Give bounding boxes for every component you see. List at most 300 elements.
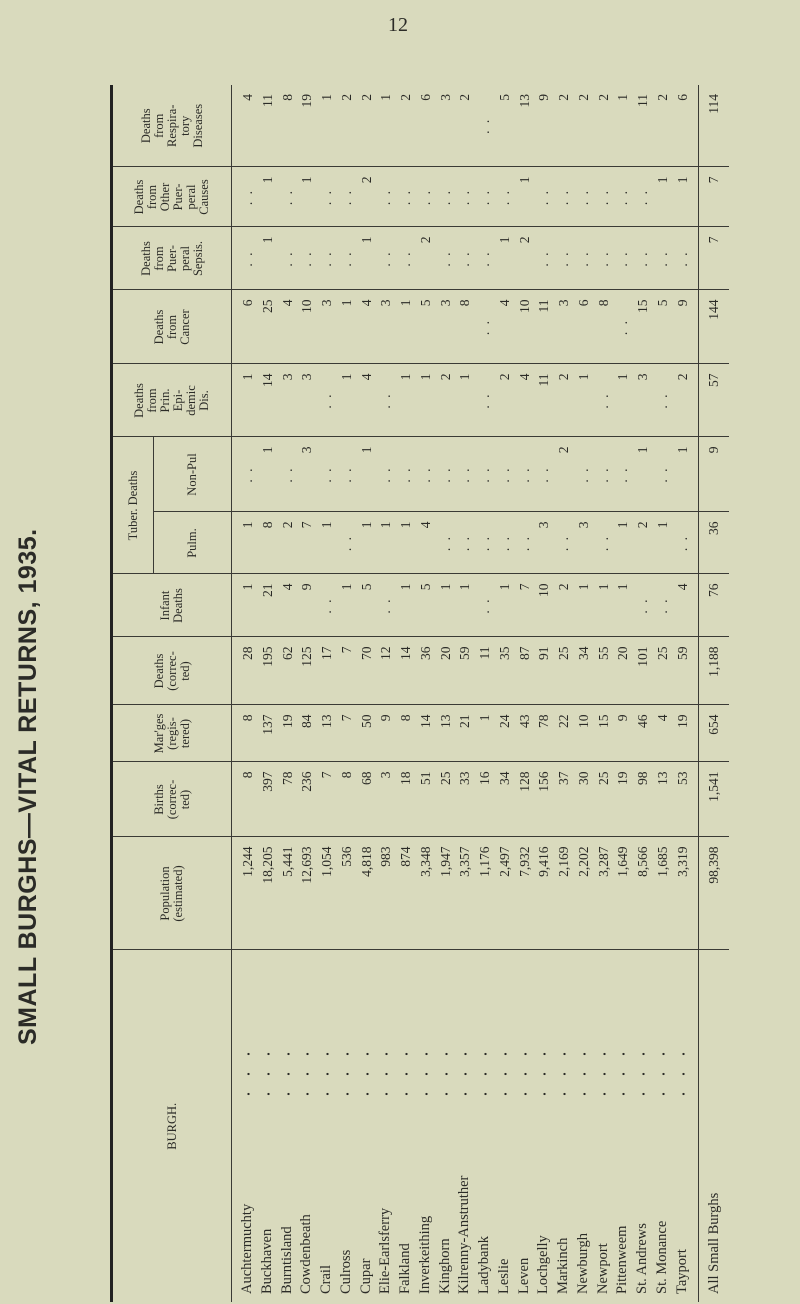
cell-tuber_non_pul: . . (515, 437, 535, 512)
cell-prin_epidemic: 1 (613, 364, 633, 437)
cell-tuber_pulm: 1 (613, 512, 633, 574)
cell-tuber_non_pul: 1 (633, 437, 653, 512)
cell-cancer: 8 (594, 290, 614, 364)
cell-prin_epidemic: . . (376, 364, 396, 437)
table-row (515, 85, 535, 1302)
cell-tuber_pulm: . . (475, 512, 495, 574)
cell-puerperal_sepsis: 1 (495, 227, 515, 290)
cell-prin_epidemic: 57 (699, 364, 730, 437)
header-tuber-group: Tuber. Deaths (112, 437, 154, 574)
cell-cancer: 9 (673, 290, 693, 364)
cell-cancer: 11 (534, 290, 554, 364)
cell-deaths: 28 (238, 637, 258, 705)
cell-deaths: 1,188 (699, 637, 730, 705)
cell-other_puerperal: . . (534, 167, 554, 227)
dot-leader (563, 1044, 566, 1104)
cell-puerperal_sepsis: . . (475, 227, 495, 290)
cell-population: 9,416 (534, 837, 554, 950)
cell-cancer: 6 (238, 290, 258, 364)
cell-tuber_pulm: . . (673, 512, 693, 574)
burgh-name (337, 950, 357, 1302)
header-other_puerperal: Deaths from Other Puer- peral Causes (112, 167, 232, 227)
cell-births: 37 (554, 762, 574, 837)
cell-tuber_pulm: . . (455, 512, 475, 574)
cell-puerperal_sepsis: . . (455, 227, 475, 290)
cell-births: 98 (633, 762, 653, 837)
cell-respiratory: 8 (278, 85, 298, 167)
table-row (475, 85, 495, 1302)
cell-tuber_pulm: 7 (297, 512, 317, 574)
cell-respiratory: 2 (594, 85, 614, 167)
cell-births: 128 (515, 762, 535, 837)
header-tuber_non_pul: Non-Pul (154, 437, 232, 512)
cell-infant_deaths: 1 (455, 574, 475, 637)
cell-puerperal_sepsis: . . (633, 227, 653, 290)
cell-marriages: 43 (515, 705, 535, 762)
cell-puerperal_sepsis: 1 (258, 227, 278, 290)
cell-deaths: 59 (673, 637, 693, 705)
cell-deaths: 20 (613, 637, 633, 705)
cell-cancer: 6 (574, 290, 594, 364)
cell-population: 8,566 (633, 837, 653, 950)
cell-deaths: 14 (396, 637, 416, 705)
cell-infant_deaths: . . (653, 574, 673, 637)
cell-cancer: 10 (515, 290, 535, 364)
cell-other_puerperal: . . (416, 167, 436, 227)
cell-tuber_pulm: 1 (396, 512, 416, 574)
cell-population: 983 (376, 837, 396, 950)
burgh-name (554, 950, 574, 1302)
side-title: SMALL BURGHS—VITAL RETURNS, 1935. (14, 528, 42, 1045)
burgh-name (317, 950, 337, 1302)
burgh-label: Culross (337, 1249, 354, 1294)
cell-population: 5,441 (278, 837, 298, 950)
cell-tuber_non_pul: 2 (554, 437, 574, 512)
cell-other_puerperal: . . (278, 167, 298, 227)
cell-births: 34 (495, 762, 515, 837)
table-row (673, 85, 693, 1302)
table-row (594, 85, 614, 1302)
cell-deaths: 25 (653, 637, 673, 705)
cell-population: 2,202 (574, 837, 594, 950)
cell-other_puerperal: 1 (258, 167, 278, 227)
cell-deaths: 101 (633, 637, 653, 705)
cell-births: 51 (416, 762, 436, 837)
burgh-label: Newburgh (574, 1233, 591, 1294)
dot-leader (464, 1044, 467, 1104)
header-respiratory: Deaths from Respira- tory Diseases (112, 85, 232, 167)
burgh-label: Leslie (495, 1258, 512, 1294)
cell-population: 2,497 (495, 837, 515, 950)
cell-marriages: 14 (416, 705, 436, 762)
cell-cancer: 3 (554, 290, 574, 364)
dot-leader (267, 1044, 270, 1104)
cell-prin_epidemic: 14 (258, 364, 278, 437)
cell-respiratory: 2 (337, 85, 357, 167)
cell-prin_epidemic: . . (475, 364, 495, 437)
burgh-name (515, 950, 535, 1302)
cell-other_puerperal: 1 (673, 167, 693, 227)
cell-prin_epidemic: 2 (673, 364, 693, 437)
burgh-name (673, 950, 693, 1302)
table-row (416, 85, 436, 1302)
burgh-name (594, 950, 614, 1302)
cell-cancer: 1 (337, 290, 357, 364)
cell-marriages: 84 (297, 705, 317, 762)
cell-infant_deaths: 76 (699, 574, 730, 637)
header-infant_deaths: Infant Deaths (112, 574, 232, 637)
cell-infant_deaths: 4 (673, 574, 693, 637)
table-total (699, 85, 730, 1302)
cell-population: 1,176 (475, 837, 495, 950)
dot-leader (405, 1044, 408, 1104)
burgh-label: Auchtermuchty (239, 1203, 255, 1294)
cell-tuber_non_pul: . . (495, 437, 515, 512)
cell-other_puerperal: . . (317, 167, 337, 227)
cell-tuber_pulm: 1 (376, 512, 396, 574)
page-number: 12 (388, 14, 408, 36)
cell-cancer: 1 (396, 290, 416, 364)
cell-births: 7 (317, 762, 337, 837)
cell-respiratory: 1 (317, 85, 337, 167)
cell-respiratory: 13 (515, 85, 535, 167)
table-row (455, 85, 475, 1302)
cell-population: 1,244 (238, 837, 258, 950)
cell-cancer: . . (613, 290, 633, 364)
cell-cancer: 25 (258, 290, 278, 364)
cell-births: 3 (376, 762, 396, 837)
cell-respiratory: 2 (357, 85, 377, 167)
cell-prin_epidemic: . . (594, 364, 614, 437)
cell-population: 2,169 (554, 837, 574, 950)
dot-leader (682, 1044, 685, 1104)
dot-leader (287, 1044, 290, 1104)
cell-tuber_pulm: 1 (653, 512, 673, 574)
cell-cancer: 3 (376, 290, 396, 364)
dot-leader (366, 1044, 369, 1104)
cell-tuber_non_pul: 9 (699, 437, 730, 512)
cell-tuber_pulm: 1 (357, 512, 377, 574)
cell-cancer: 5 (416, 290, 436, 364)
cell-births: 16 (475, 762, 495, 837)
cell-deaths: 34 (574, 637, 594, 705)
cell-population: 3,357 (455, 837, 475, 950)
burgh-label: Markinch (555, 1237, 571, 1294)
cell-prin_epidemic: 2 (495, 364, 515, 437)
cell-tuber_non_pul: . . (278, 437, 298, 512)
burgh-name (416, 950, 436, 1302)
dot-leader (622, 1044, 625, 1104)
burgh-label: Buckhaven (258, 1228, 275, 1294)
burgh-name (376, 950, 396, 1302)
dot-leader (662, 1044, 665, 1104)
cell-other_puerperal: 7 (699, 167, 730, 227)
cell-other_puerperal: . . (594, 167, 614, 227)
cell-marriages: 46 (633, 705, 653, 762)
cell-cancer: 4 (357, 290, 377, 364)
dot-leader (445, 1044, 448, 1104)
cell-prin_epidemic: 4 (357, 364, 377, 437)
cell-puerperal_sepsis: . . (554, 227, 574, 290)
cell-puerperal_sepsis: . . (436, 227, 456, 290)
dot-leader (247, 1044, 250, 1104)
cell-other_puerperal: . . (396, 167, 416, 227)
cell-other_puerperal: . . (574, 167, 594, 227)
table-row (574, 85, 594, 1302)
burgh-name (475, 950, 495, 1302)
header-burgh: BURGH. (164, 1102, 179, 1150)
cell-infant_deaths: 10 (534, 574, 554, 637)
cell-infant_deaths: 1 (613, 574, 633, 637)
cell-births: 8 (238, 762, 258, 837)
cell-puerperal_sepsis: . . (297, 227, 317, 290)
cell-population: 7,932 (515, 837, 535, 950)
cell-tuber_non_pul: 1 (357, 437, 377, 512)
cell-deaths: 195 (258, 637, 278, 705)
dot-leader (543, 1044, 546, 1104)
cell-other_puerperal: . . (613, 167, 633, 227)
table-row (297, 85, 317, 1302)
burgh-label: Newport (594, 1243, 611, 1294)
cell-deaths: 36 (416, 637, 436, 705)
dot-leader (346, 1044, 349, 1104)
cell-cancer: 3 (317, 290, 337, 364)
cell-tuber_non_pul: . . (613, 437, 633, 512)
cell-prin_epidemic: 2 (436, 364, 456, 437)
cell-births: 25 (594, 762, 614, 837)
cell-population: 18,205 (258, 837, 278, 950)
burgh-label: Lochgelly (535, 1235, 552, 1294)
cell-deaths: 62 (278, 637, 298, 705)
cell-marriages: 24 (495, 705, 515, 762)
cell-prin_epidemic: 1 (416, 364, 436, 437)
cell-tuber_pulm: 4 (416, 512, 436, 574)
table-row (495, 85, 515, 1302)
cell-other_puerperal: 1 (653, 167, 673, 227)
cell-puerperal_sepsis: . . (653, 227, 673, 290)
vital-returns-table (110, 85, 729, 1302)
cell-deaths: 25 (554, 637, 574, 705)
cell-infant_deaths: 2 (554, 574, 574, 637)
cell-respiratory: 6 (673, 85, 693, 167)
burgh-name (699, 950, 730, 1302)
cell-tuber_non_pul: . . (436, 437, 456, 512)
cell-respiratory: 1 (613, 85, 633, 167)
cell-marriages: 15 (594, 705, 614, 762)
cell-respiratory: 19 (297, 85, 317, 167)
cell-cancer: . . (475, 290, 495, 364)
cell-tuber_non_pul: . . (396, 437, 416, 512)
burgh-name (495, 950, 515, 1302)
cell-cancer: 4 (495, 290, 515, 364)
cell-puerperal_sepsis: 1 (357, 227, 377, 290)
cell-prin_epidemic: . . (653, 364, 673, 437)
cell-respiratory: 11 (258, 85, 278, 167)
cell-births: 13 (653, 762, 673, 837)
dot-leader (603, 1044, 606, 1104)
table-row (653, 85, 673, 1302)
cell-infant_deaths: 1 (396, 574, 416, 637)
cell-births: 397 (258, 762, 278, 837)
burgh-label: Inverkeithing (416, 1215, 433, 1294)
cell-cancer: 15 (633, 290, 653, 364)
cell-births: 33 (455, 762, 475, 837)
cell-tuber_pulm: 2 (278, 512, 298, 574)
cell-tuber_non_pul: 1 (673, 437, 693, 512)
burgh-label: St. Andrews (634, 1223, 650, 1294)
burgh-name (396, 950, 416, 1302)
cell-marriages: 19 (278, 705, 298, 762)
cell-respiratory: 2 (396, 85, 416, 167)
cell-infant_deaths: 7 (515, 574, 535, 637)
cell-puerperal_sepsis: . . (613, 227, 633, 290)
cell-puerperal_sepsis: 7 (699, 227, 730, 290)
cell-infant_deaths: 1 (594, 574, 614, 637)
cell-births: 68 (357, 762, 377, 837)
burgh-label: All Small Burghs (706, 1192, 723, 1294)
burgh-name (297, 950, 317, 1302)
cell-other_puerperal: . . (238, 167, 258, 227)
cell-tuber_pulm: 8 (258, 512, 278, 574)
cell-cancer: 5 (653, 290, 673, 364)
burgh-label: Cupar (357, 1258, 374, 1294)
cell-tuber_non_pul: 1 (258, 437, 278, 512)
dot-leader (504, 1044, 507, 1104)
cell-other_puerperal: 1 (297, 167, 317, 227)
burgh-name (278, 950, 298, 1302)
cell-tuber_pulm: 1 (317, 512, 337, 574)
cell-respiratory: 4 (238, 85, 258, 167)
cell-puerperal_sepsis: . . (278, 227, 298, 290)
cell-prin_epidemic: 11 (534, 364, 554, 437)
cell-population: 1,054 (317, 837, 337, 950)
cell-puerperal_sepsis: 2 (416, 227, 436, 290)
cell-infant_deaths: 21 (258, 574, 278, 637)
vital-returns-table-rotated (110, 85, 726, 1302)
cell-cancer: 4 (278, 290, 298, 364)
cell-marriages: 9 (613, 705, 633, 762)
cell-tuber_non_pul: . . (534, 437, 554, 512)
cell-deaths: 17 (317, 637, 337, 705)
cell-tuber_non_pul: . . (455, 437, 475, 512)
cell-marriages: 13 (436, 705, 456, 762)
burgh-label: Kilrenny-Anstruther (456, 1175, 473, 1294)
header-marriages: Mar'ges (regis- tered) (112, 705, 232, 762)
cell-prin_epidemic: 3 (297, 364, 317, 437)
cell-other_puerperal: . . (554, 167, 574, 227)
cell-infant_deaths: 1 (337, 574, 357, 637)
cell-deaths: 125 (297, 637, 317, 705)
cell-marriages: 21 (455, 705, 475, 762)
cell-births: 18 (396, 762, 416, 837)
table-row (436, 85, 456, 1302)
cell-population: 3,319 (673, 837, 693, 950)
cell-births: 8 (337, 762, 357, 837)
cell-puerperal_sepsis: . . (238, 227, 258, 290)
cell-population: 12,693 (297, 837, 317, 950)
cell-population: 98,398 (699, 837, 730, 950)
header-deaths: Deaths (correc- ted) (112, 637, 232, 705)
header-cancer: Deaths from Cancer (112, 290, 232, 364)
cell-deaths: 11 (475, 637, 495, 705)
burgh-label: Burntisland (278, 1226, 295, 1294)
cell-puerperal_sepsis: . . (673, 227, 693, 290)
cell-marriages: 8 (396, 705, 416, 762)
table-row (396, 85, 416, 1302)
cell-cancer: 10 (297, 290, 317, 364)
cell-deaths: 20 (436, 637, 456, 705)
burgh-label: St. Monance (653, 1220, 670, 1294)
cell-other_puerperal: . . (475, 167, 495, 227)
cell-infant_deaths: 5 (357, 574, 377, 637)
cell-prin_epidemic: 1 (455, 364, 475, 437)
cell-puerperal_sepsis: . . (376, 227, 396, 290)
burgh-label: Ladybank (476, 1236, 492, 1294)
cell-tuber_pulm: 3 (534, 512, 554, 574)
cell-prin_epidemic: 1 (238, 364, 258, 437)
cell-infant_deaths: . . (317, 574, 337, 637)
burgh-name (613, 950, 633, 1302)
header-row (112, 85, 154, 1302)
burgh-name (574, 950, 594, 1302)
table-header (112, 85, 232, 1302)
table-row (317, 85, 337, 1302)
cell-marriages: 4 (653, 705, 673, 762)
cell-deaths: 87 (515, 637, 535, 705)
cell-population: 1,685 (653, 837, 673, 950)
burgh-name (436, 950, 456, 1302)
table-row (357, 85, 377, 1302)
cell-puerperal_sepsis: . . (534, 227, 554, 290)
table-row (534, 85, 554, 1302)
cell-respiratory: 11 (633, 85, 653, 167)
cell-tuber_pulm: 2 (633, 512, 653, 574)
cell-prin_epidemic: 1 (396, 364, 416, 437)
burgh-label: Tayport (673, 1249, 690, 1294)
cell-population: 3,287 (594, 837, 614, 950)
burgh-name (357, 950, 377, 1302)
cell-tuber_pulm: . . (436, 512, 456, 574)
cell-infant_deaths: . . (475, 574, 495, 637)
burgh-label: Crail (318, 1265, 334, 1294)
cell-cancer: 8 (455, 290, 475, 364)
cell-infant_deaths: 1 (238, 574, 258, 637)
cell-births: 78 (278, 762, 298, 837)
cell-tuber_pulm: . . (554, 512, 574, 574)
burgh-name (633, 950, 653, 1302)
cell-other_puerperal: . . (376, 167, 396, 227)
cell-births: 25 (436, 762, 456, 837)
cell-puerperal_sepsis: . . (396, 227, 416, 290)
cell-prin_epidemic: 2 (554, 364, 574, 437)
burgh-name (534, 950, 554, 1302)
cell-other_puerperal: 1 (515, 167, 535, 227)
cell-respiratory: 1 (376, 85, 396, 167)
cell-tuber_non_pul: . . (337, 437, 357, 512)
dot-leader (484, 1044, 487, 1104)
table-body (232, 85, 699, 1302)
table-row (613, 85, 633, 1302)
table-row (238, 85, 258, 1302)
cell-population: 874 (396, 837, 416, 950)
total-row (699, 85, 730, 1302)
cell-infant_deaths: 9 (297, 574, 317, 637)
cell-infant_deaths: 5 (416, 574, 436, 637)
cell-births: 236 (297, 762, 317, 837)
cell-marriages: 19 (673, 705, 693, 762)
burgh-name (258, 950, 278, 1302)
cell-other_puerperal: . . (495, 167, 515, 227)
